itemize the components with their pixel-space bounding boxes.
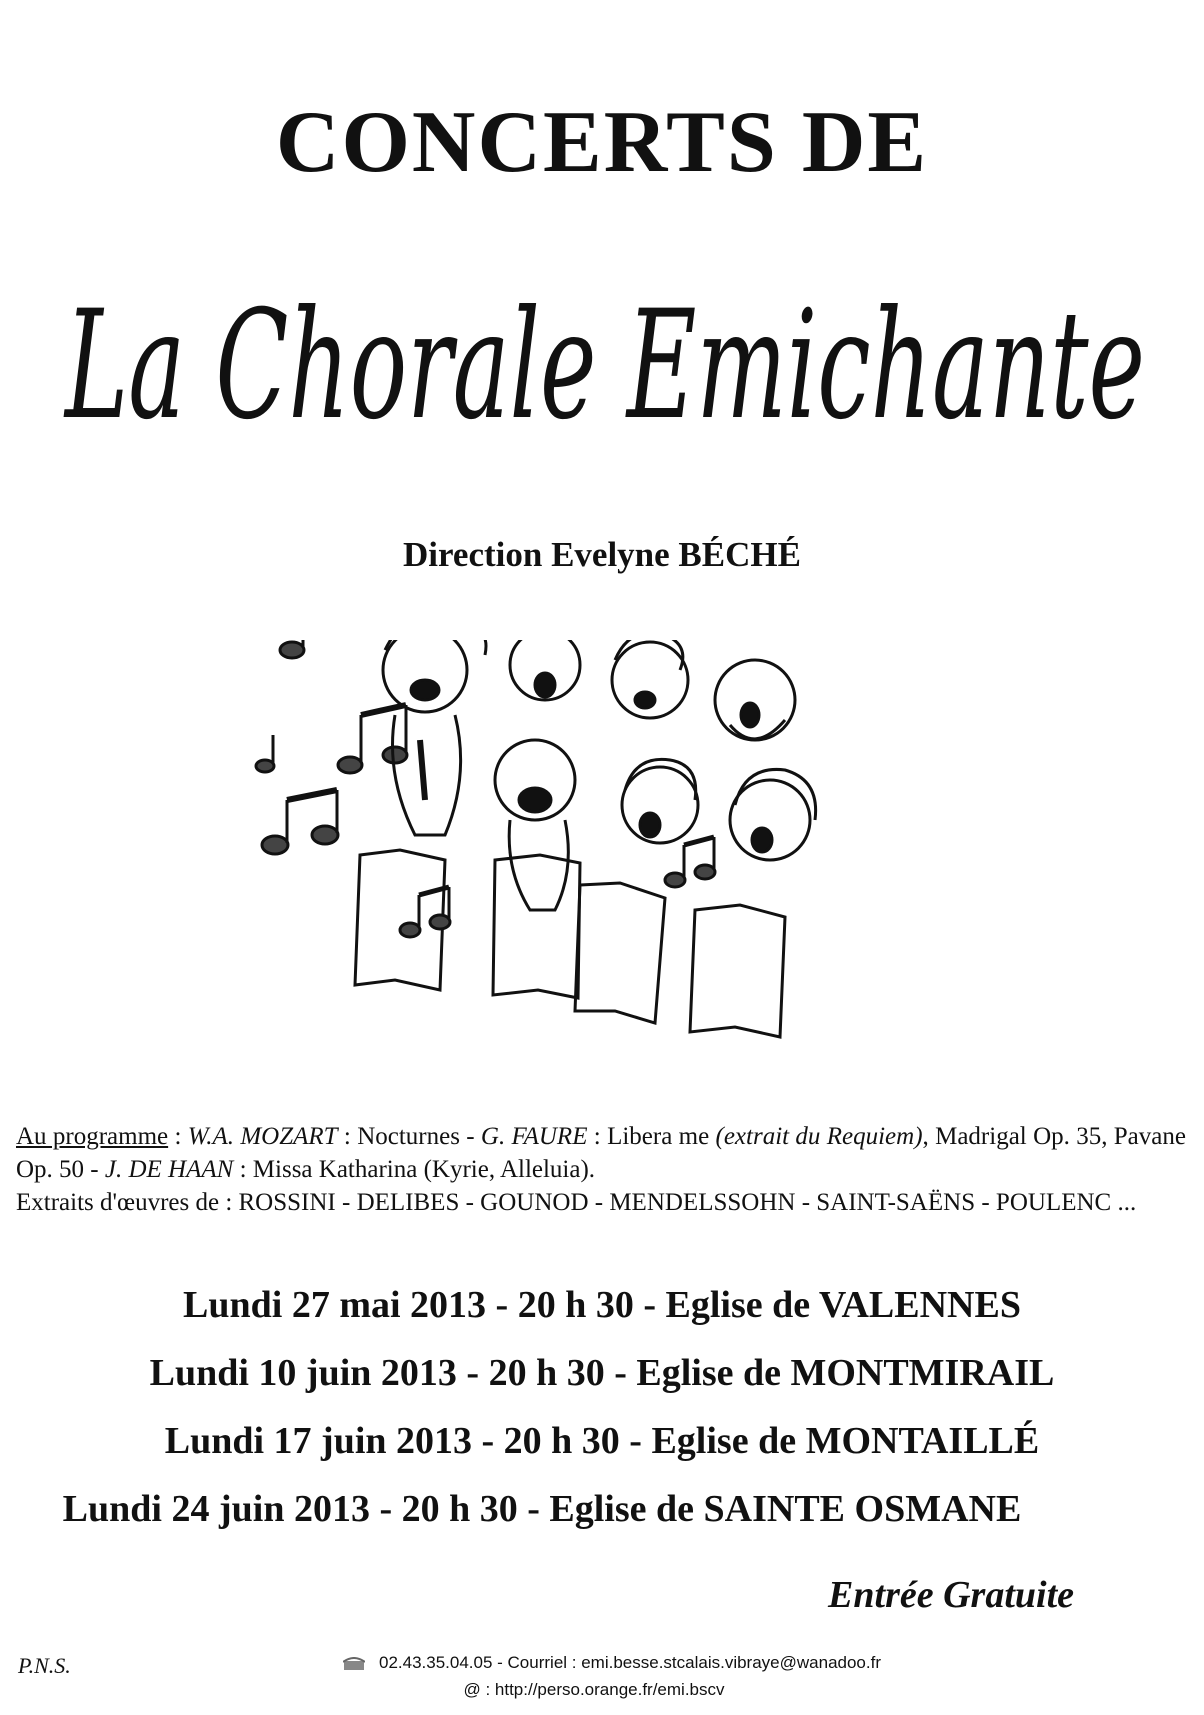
contact-text: 02.43.35.04.05 - Courriel : emi.besse.stcalais.vibraye@wanadoo.fr bbox=[378, 1653, 881, 1672]
telephone-icon bbox=[343, 1657, 365, 1671]
composer-faure: G. FAURE bbox=[480, 1123, 588, 1150]
music-note-icon bbox=[256, 735, 274, 772]
choir-name-script bbox=[40, 222, 1170, 522]
pns-mark: P.N.S. bbox=[18, 1653, 71, 1678]
composer-dehaan: J. DE HAAN bbox=[104, 1156, 234, 1183]
mozart-works: : Nocturnes - bbox=[337, 1123, 481, 1150]
free-entry: Entrée Gratuite bbox=[828, 1574, 1074, 1616]
concert-date-3: Lundi 17 juin 2013 - 20 h 30 - Eglise de MONTAILLÉ bbox=[164, 1420, 1040, 1462]
extraits-line: Extraits d'œuvres de : ROSSINI - DELIBES - GOUNOD - MENDELSSOHN - SAINT-SAËNS - POULENC ... bbox=[16, 1189, 1137, 1216]
concert-date-2: Lundi 10 juin 2013 - 20 h 30 - Eglise de MONTMIRAIL bbox=[149, 1352, 1055, 1394]
choir-singers-icon bbox=[250, 640, 950, 1100]
page-title: CONCERTS DE bbox=[275, 94, 929, 191]
choir-name-text: La Chorale Emichante bbox=[63, 279, 1146, 453]
web-line: @ : http://perso.orange.fr/emi.bscv bbox=[463, 1680, 725, 1699]
director-line: Direction Evelyne BÉCHÉ bbox=[403, 535, 801, 574]
double-note-icon bbox=[338, 705, 407, 773]
double-note-icon bbox=[262, 790, 338, 854]
concert-date-1: Lundi 27 mai 2013 - 20 h 30 - Eglise de VALENNES bbox=[183, 1284, 1021, 1326]
programme-text bbox=[16, 1120, 1186, 1219]
programme-label: Au programme bbox=[16, 1123, 169, 1150]
faure-works: : Libera me bbox=[587, 1123, 716, 1150]
contact-line bbox=[10, 1653, 1204, 1673]
faure-works-more: , Madrigal Op. 35, Pavane Op. 50 - bbox=[16, 1123, 1186, 1183]
dehaan-works: : Missa Katharina (Kyrie, Alleluia). bbox=[233, 1156, 596, 1183]
concert-date-4: Lundi 24 juin 2013 - 20 h 30 - Eglise de SAINTE OSMANE bbox=[62, 1488, 1022, 1530]
music-note-icon bbox=[280, 640, 304, 658]
composer-mozart: W.A. MOZART bbox=[187, 1123, 338, 1150]
double-note-icon bbox=[665, 837, 715, 887]
faure-note: (extrait du Requiem) bbox=[715, 1123, 923, 1150]
programme-sep: : bbox=[168, 1123, 188, 1150]
